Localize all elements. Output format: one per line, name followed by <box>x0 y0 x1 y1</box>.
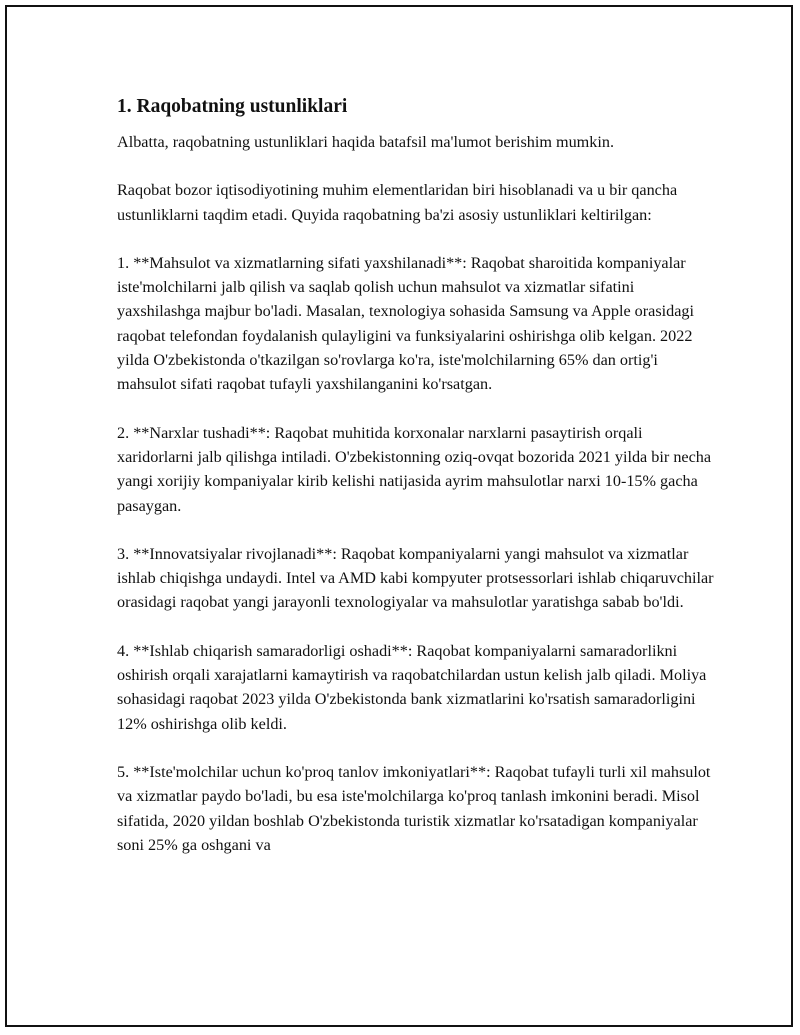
advantage-innovation-paragraph: 3. **Innovatsiyalar rivojlanadi**: Raqobat kompaniyalarni yangi mahsulot va xizmatlar ishlab chiqishga undaydi. Intel va AMD kabi kompyuter protsessorlari ishlab chiqaruvchilar orasidagi raqobat yangi jarayonli texnologiyalar va mahsulotlar yaratishga sabab bo'ldi. <box>117 544 714 612</box>
advantage-prices-paragraph: 2. **Narxlar tushadi**: Raqobat muhitida korxonalar narxlarni pasaytirish orqali xaridorlarni jalb qilishga intiladi. O'zbekistonning oziq-ovqat bozorida 2021 yilda bir necha yangi xorijiy kompaniyalar kirib kelishi natijasida ayrim mahsulotlar narxi 10-15% gacha pasaygan. <box>117 423 712 515</box>
intro-paragraph: Albatta, raqobatning ustunliklari haqida batafsil ma'lumot berishim mumkin. <box>117 133 614 151</box>
advantage-efficiency-paragraph: 4. **Ishlab chiqarish samaradorligi oshadi**: Raqobat kompaniyalarni samaradorlikni oshirish orqali xarajatlarni kamaytirish va raqobatchilardan ustun kelish jalb qiladi. Moliya sohasidagi raqobat 2023 yilda O'zbekistonda bank xizmatlarini ko'rsatish samaradorligini 12% oshirishga olib keldi. <box>117 641 707 733</box>
overview-paragraph: Raqobat bozor iqtisodiyotining muhim elementlaridan biri hisoblanadi va u bir qancha ustunliklarni taqdim etadi. Quyida raqobatning ba'zi asosiy ustunliklari keltirilgan: <box>117 181 678 224</box>
document-body <box>117 94 717 857</box>
advantage-choice-paragraph: 5. **Iste'molchilar uchun ko'proq tanlov imkoniyatlari**: Raqobat tufayli turli xil mahsulot va xizmatlar paydo bo'ladi, bu esa iste'molchilarga ko'proq tanlash imkonini beradi. Misol sifatida, 2020 yildan boshlab O'zbekistonda turistik xizmatlar ko'rsatadigan kompaniyalar soni 25% ga oshgani va <box>117 762 711 854</box>
section-heading: 1. Raqobatning ustunliklari <box>117 96 348 117</box>
advantage-quality-paragraph: 1. **Mahsulot va xizmatlarning sifati yaxshilanadi**: Raqobat sharoitida kompaniyalar iste'molchilarni jalb qilish va saqlab qolish uchun mahsulot va xizmatlar sifatini yaxshilashga majbur bo'ladi. Masalan, texnologiya sohasida Samsung va Apple orasidagi raqobat telefondan foydalanish qulayligini va funksiyalarini oshirishga olib kelgan. 2022 yilda O'zbekistonda o'tkazilgan so'rovlarga ko'ra, iste'molchilarning 65% dan ortig'i mahsulot sifati raqobat tufayli yaxshilanganini ko'rsatgan. <box>117 253 695 394</box>
